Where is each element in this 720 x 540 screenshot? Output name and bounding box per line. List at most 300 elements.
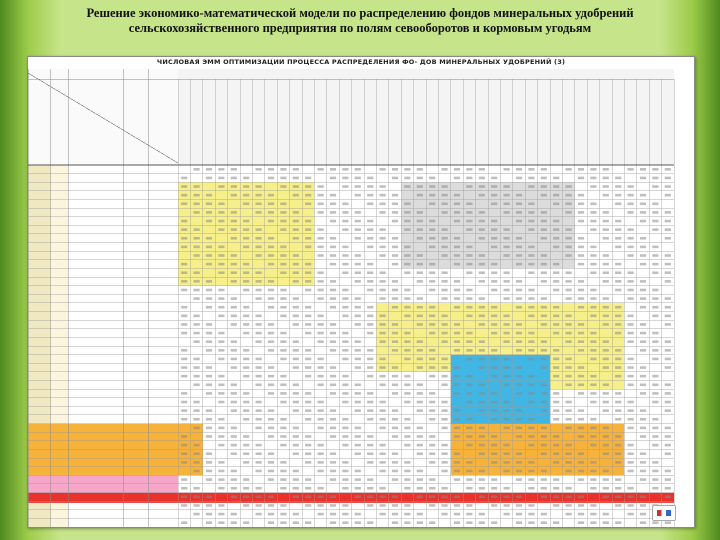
cell-value-mark: [429, 315, 435, 318]
cell-value-mark: [268, 452, 274, 455]
cell-value-mark: [442, 332, 448, 335]
cell-value-mark: [231, 435, 237, 438]
cell-value-mark: [380, 202, 386, 205]
cell-value-mark: [665, 496, 671, 499]
cell-value-mark: [231, 487, 237, 490]
cell-value-mark: [342, 470, 348, 473]
cell-value-mark: [454, 280, 460, 283]
cell-value-mark: [243, 271, 249, 274]
cell-value-mark: [479, 315, 485, 318]
cell-value-mark: [305, 444, 311, 447]
cell-value-mark: [268, 349, 274, 352]
cell-value-mark: [516, 177, 522, 180]
cell-value-mark: [293, 487, 299, 490]
cell-value-mark: [652, 478, 658, 481]
cell-value-mark: [578, 383, 584, 386]
cell-value-mark: [541, 297, 547, 300]
cell-value-mark: [516, 263, 522, 266]
cell-value-mark: [181, 177, 187, 180]
cell-value-mark: [553, 306, 559, 309]
cell-value-mark: [404, 228, 410, 231]
cell-value-mark: [442, 409, 448, 412]
cell-value-mark: [566, 358, 572, 361]
cell-value-mark: [429, 271, 435, 274]
cell-value-mark: [615, 271, 621, 274]
cell-value-mark: [355, 349, 361, 352]
cell-value-mark: [615, 478, 621, 481]
cell-value-mark: [516, 349, 522, 352]
cell-value-mark: [243, 220, 249, 223]
cell-value-mark: [640, 332, 646, 335]
cell-value-mark: [454, 375, 460, 378]
cell-value-mark: [206, 306, 212, 309]
cell-value-mark: [516, 254, 522, 257]
cell-value-mark: [231, 254, 237, 257]
cell-value-mark: [442, 487, 448, 490]
cell-value-mark: [442, 246, 448, 249]
cell-value-mark: [280, 168, 286, 171]
cell-value-mark: [342, 168, 348, 171]
cell-value-mark: [566, 340, 572, 343]
cell-value-mark: [218, 177, 224, 180]
cell-value-mark: [504, 358, 510, 361]
cell-value-mark: [566, 271, 572, 274]
cell-value-mark: [218, 168, 224, 171]
cell-value-mark: [615, 418, 621, 421]
cell-value-mark: [256, 418, 262, 421]
cell-value-mark: [380, 470, 386, 473]
cell-value-mark: [479, 452, 485, 455]
cell-value-mark: [330, 461, 336, 464]
cell-value-mark: [665, 254, 671, 257]
cell-value-mark: [404, 392, 410, 395]
cell-value-mark: [590, 289, 596, 292]
cell-value-mark: [578, 297, 584, 300]
cell-value-mark: [628, 271, 634, 274]
cell-value-mark: [590, 349, 596, 352]
cell-value-mark: [318, 185, 324, 188]
cell-value-mark: [590, 375, 596, 378]
cell-value-mark: [367, 194, 373, 197]
cell-value-mark: [652, 263, 658, 266]
cell-value-mark: [652, 297, 658, 300]
cell-value-mark: [553, 461, 559, 464]
cell-value-mark: [640, 452, 646, 455]
cell-value-mark: [231, 452, 237, 455]
cell-value-mark: [528, 177, 534, 180]
cell-value-mark: [479, 168, 485, 171]
cell-value-mark: [342, 246, 348, 249]
cell-value-mark: [218, 418, 224, 421]
cell-value-mark: [528, 375, 534, 378]
cell-value-mark: [367, 487, 373, 490]
cell-value-mark: [305, 435, 311, 438]
cell-value-mark: [293, 194, 299, 197]
cell-value-mark: [516, 427, 522, 430]
cell-value-mark: [479, 444, 485, 447]
cell-value-mark: [541, 427, 547, 430]
cell-value-mark: [305, 452, 311, 455]
cell-value-mark: [367, 375, 373, 378]
cell-value-mark: [206, 435, 212, 438]
cell-value-mark: [615, 358, 621, 361]
cell-value-mark: [553, 271, 559, 274]
cell-value-mark: [590, 202, 596, 205]
cell-value-mark: [380, 280, 386, 283]
cell-value-mark: [479, 297, 485, 300]
sheet-title: ЧИСЛОВАЯ ЭММ ОПТИМИЗАЦИИ ПРОЦЕССА РАСПРЕДЕЛЕНИЯ ФО- ДОВ МИНЕРАЛЬНЫХ УДОБРЕНИЙ (3): [156, 58, 566, 66]
cell-value-mark: [603, 315, 609, 318]
cell-value-mark: [417, 271, 423, 274]
cell-value-mark: [640, 461, 646, 464]
cell-value-mark: [640, 435, 646, 438]
cell-value-mark: [454, 194, 460, 197]
cell-value-mark: [590, 513, 596, 516]
cell-value-mark: [243, 418, 249, 421]
cell-value-mark: [392, 383, 398, 386]
cell-value-mark: [504, 470, 510, 473]
cell-value-mark: [578, 513, 584, 516]
cell-value-mark: [206, 332, 212, 335]
cell-value-mark: [330, 383, 336, 386]
cell-value-mark: [466, 349, 472, 352]
cell-value-mark: [628, 237, 634, 240]
cell-value-mark: [454, 202, 460, 205]
cell-value-mark: [194, 427, 200, 430]
cell-value-mark: [491, 358, 497, 361]
cell-value-mark: [194, 246, 200, 249]
cell-value-mark: [603, 435, 609, 438]
cell-value-mark: [528, 470, 534, 473]
cell-value-mark: [231, 194, 237, 197]
cell-value-mark: [466, 220, 472, 223]
cell-value-mark: [231, 168, 237, 171]
cell-value-mark: [218, 315, 224, 318]
cell-value-mark: [380, 496, 386, 499]
cell-value-mark: [280, 487, 286, 490]
cell-value-mark: [528, 202, 534, 205]
cell-value-mark: [342, 254, 348, 257]
cell-value-mark: [355, 228, 361, 231]
cell-value-mark: [566, 332, 572, 335]
cell-value-mark: [367, 461, 373, 464]
cell-value-mark: [615, 375, 621, 378]
cell-value-mark: [367, 228, 373, 231]
cell-value-mark: [504, 461, 510, 464]
cell-value-mark: [206, 496, 212, 499]
cell-value-mark: [206, 504, 212, 507]
cell-value-mark: [318, 444, 324, 447]
cell-value-mark: [640, 254, 646, 257]
cell-value-mark: [404, 401, 410, 404]
cell-value-mark: [404, 220, 410, 223]
cell-value-mark: [231, 323, 237, 326]
cell-value-mark: [454, 306, 460, 309]
cell-value-mark: [231, 478, 237, 481]
cell-value-mark: [528, 513, 534, 516]
cell-value-mark: [231, 185, 237, 188]
cell-value-mark: [392, 375, 398, 378]
cell-value-mark: [330, 427, 336, 430]
cell-value-mark: [652, 521, 658, 524]
cell-value-mark: [615, 487, 621, 490]
cell-value-mark: [404, 202, 410, 205]
cell-value-mark: [603, 228, 609, 231]
cell-value-mark: [479, 435, 485, 438]
cell-value-mark: [417, 315, 423, 318]
cell-value-mark: [652, 220, 658, 223]
cell-value-mark: [553, 185, 559, 188]
cell-value-mark: [293, 220, 299, 223]
cell-value-mark: [404, 435, 410, 438]
cell-value-mark: [615, 202, 621, 205]
cell-value-mark: [652, 418, 658, 421]
cell-value-mark: [293, 228, 299, 231]
cell-value-mark: [194, 323, 200, 326]
cell-value-mark: [652, 315, 658, 318]
cell-value-mark: [479, 427, 485, 430]
cell-value-mark: [566, 202, 572, 205]
cell-value-mark: [231, 496, 237, 499]
cell-value-mark: [541, 513, 547, 516]
cell-value-mark: [206, 220, 212, 223]
cell-value-mark: [243, 237, 249, 240]
cell-value-mark: [479, 220, 485, 223]
cell-value-mark: [181, 521, 187, 524]
cell-value-mark: [330, 504, 336, 507]
cell-value-mark: [454, 521, 460, 524]
cell-value-mark: [454, 418, 460, 421]
right-margin: [674, 69, 694, 527]
cell-value-mark: [429, 487, 435, 490]
cell-value-mark: [516, 211, 522, 214]
cell-value-mark: [590, 315, 596, 318]
cell-value-mark: [330, 177, 336, 180]
cell-value-mark: [256, 461, 262, 464]
cell-value-mark: [268, 392, 274, 395]
cell-value-mark: [206, 323, 212, 326]
cell-value-mark: [392, 504, 398, 507]
cell-value-mark: [280, 315, 286, 318]
cell-value-mark: [231, 349, 237, 352]
cell-value-mark: [194, 358, 200, 361]
cell-value-mark: [442, 254, 448, 257]
cell-value-mark: [640, 340, 646, 343]
cell-value-mark: [367, 220, 373, 223]
cell-value-mark: [652, 383, 658, 386]
cell-value-mark: [504, 409, 510, 412]
cell-value-mark: [442, 461, 448, 464]
cell-value-mark: [218, 435, 224, 438]
cell-value-mark: [528, 254, 534, 257]
cell-value-mark: [181, 418, 187, 421]
cell-value-mark: [218, 427, 224, 430]
cell-value-mark: [218, 401, 224, 404]
cell-value-mark: [640, 237, 646, 240]
cell-value-mark: [566, 444, 572, 447]
cell-value-mark: [466, 202, 472, 205]
cell-value-mark: [318, 358, 324, 361]
cell-value-mark: [528, 349, 534, 352]
cell-value-mark: [268, 323, 274, 326]
cell-value-mark: [491, 496, 497, 499]
cell-value-mark: [454, 340, 460, 343]
cell-value-mark: [194, 366, 200, 369]
cell-value-mark: [280, 211, 286, 214]
cell-value-mark: [628, 185, 634, 188]
cell-value-mark: [479, 228, 485, 231]
cell-value-mark: [355, 280, 361, 283]
cell-value-mark: [392, 211, 398, 214]
cell-value-mark: [218, 470, 224, 473]
cell-value-mark: [516, 280, 522, 283]
cell-value-mark: [442, 168, 448, 171]
cell-value-mark: [603, 254, 609, 257]
cell-value-mark: [268, 427, 274, 430]
cell-value-mark: [231, 392, 237, 395]
cell-value-mark: [504, 366, 510, 369]
cell-value-mark: [218, 185, 224, 188]
cell-value-mark: [628, 289, 634, 292]
cell-value-mark: [318, 418, 324, 421]
cell-value-mark: [615, 521, 621, 524]
cell-value-mark: [206, 289, 212, 292]
cell-value-mark: [566, 280, 572, 283]
cell-value-mark: [516, 168, 522, 171]
cell-value-mark: [652, 332, 658, 335]
cell-value-mark: [342, 220, 348, 223]
cell-value-mark: [355, 237, 361, 240]
cell-value-mark: [566, 211, 572, 214]
cell-value-mark: [367, 409, 373, 412]
cell-value-mark: [268, 461, 274, 464]
cell-value-mark: [541, 409, 547, 412]
cell-value-mark: [504, 444, 510, 447]
cell-value-mark: [566, 297, 572, 300]
cell-value-mark: [268, 263, 274, 266]
cell-value-mark: [256, 202, 262, 205]
cell-value-mark: [615, 194, 621, 197]
cell-value-mark: [181, 194, 187, 197]
cell-value-mark: [442, 237, 448, 240]
cell-value-mark: [380, 401, 386, 404]
cell-value-mark: [342, 478, 348, 481]
cell-value-mark: [454, 349, 460, 352]
cell-value-mark: [380, 513, 386, 516]
cell-value-mark: [541, 452, 547, 455]
cell-value-mark: [454, 177, 460, 180]
cell-value-mark: [305, 315, 311, 318]
cell-value-mark: [578, 375, 584, 378]
cell-value-mark: [243, 444, 249, 447]
cell-value-mark: [528, 246, 534, 249]
cell-value-mark: [566, 289, 572, 292]
cell-value-mark: [380, 427, 386, 430]
cell-value-mark: [504, 496, 510, 499]
cell-value-mark: [181, 375, 187, 378]
cell-value-mark: [491, 185, 497, 188]
cell-value-mark: [293, 478, 299, 481]
cell-value-mark: [640, 409, 646, 412]
cell-value-mark: [367, 504, 373, 507]
cell-value-mark: [429, 246, 435, 249]
cell-value-mark: [590, 297, 596, 300]
cell-value-mark: [615, 228, 621, 231]
cell-value-mark: [404, 185, 410, 188]
cell-value-mark: [305, 202, 311, 205]
cell-value-mark: [367, 332, 373, 335]
cell-value-mark: [578, 280, 584, 283]
cell-value-mark: [231, 366, 237, 369]
cell-value-mark: [194, 444, 200, 447]
cell-value-mark: [454, 452, 460, 455]
cell-value-mark: [553, 392, 559, 395]
cell-value-mark: [256, 427, 262, 430]
cell-value-mark: [652, 487, 658, 490]
cell-value-mark: [293, 185, 299, 188]
cell-value-mark: [305, 401, 311, 404]
cell-value-mark: [293, 254, 299, 257]
cell-value-mark: [256, 185, 262, 188]
cell-value-mark: [243, 496, 249, 499]
cell-value-mark: [218, 513, 224, 516]
cell-value-mark: [553, 349, 559, 352]
cell-value-mark: [628, 254, 634, 257]
cell-value-mark: [231, 427, 237, 430]
cell-value-mark: [640, 521, 646, 524]
cell-value-mark: [615, 306, 621, 309]
cell-value-mark: [429, 202, 435, 205]
cell-value-mark: [243, 521, 249, 524]
cell-value-mark: [491, 487, 497, 490]
cell-value-mark: [553, 263, 559, 266]
cell-value-mark: [305, 366, 311, 369]
cell-value-mark: [243, 452, 249, 455]
cell-value-mark: [442, 185, 448, 188]
cell-value-mark: [504, 487, 510, 490]
cell-value-mark: [566, 504, 572, 507]
cell-value-mark: [194, 383, 200, 386]
cell-value-mark: [504, 211, 510, 214]
cell-value-mark: [231, 306, 237, 309]
cell-value-mark: [181, 366, 187, 369]
cell-value-mark: [528, 306, 534, 309]
cell-value-mark: [578, 418, 584, 421]
cell-value-mark: [528, 435, 534, 438]
cell-value-mark: [652, 349, 658, 352]
cell-value-mark: [404, 470, 410, 473]
cell-value-mark: [181, 202, 187, 205]
cell-value-mark: [330, 340, 336, 343]
cell-value-mark: [665, 349, 671, 352]
cell-value-mark: [318, 470, 324, 473]
cell-value-mark: [541, 435, 547, 438]
cell-value-mark: [491, 349, 497, 352]
cell-value-mark: [181, 349, 187, 352]
cell-value-mark: [355, 271, 361, 274]
cell-value-mark: [231, 228, 237, 231]
cell-value-mark: [516, 478, 522, 481]
cell-value-mark: [628, 383, 634, 386]
cell-value-mark: [665, 263, 671, 266]
cell-value-mark: [342, 228, 348, 231]
cell-value-mark: [293, 280, 299, 283]
cell-value-mark: [429, 496, 435, 499]
cell-value-mark: [293, 297, 299, 300]
cell-value-mark: [466, 315, 472, 318]
cell-value-mark: [355, 323, 361, 326]
cell-value-mark: [578, 409, 584, 412]
